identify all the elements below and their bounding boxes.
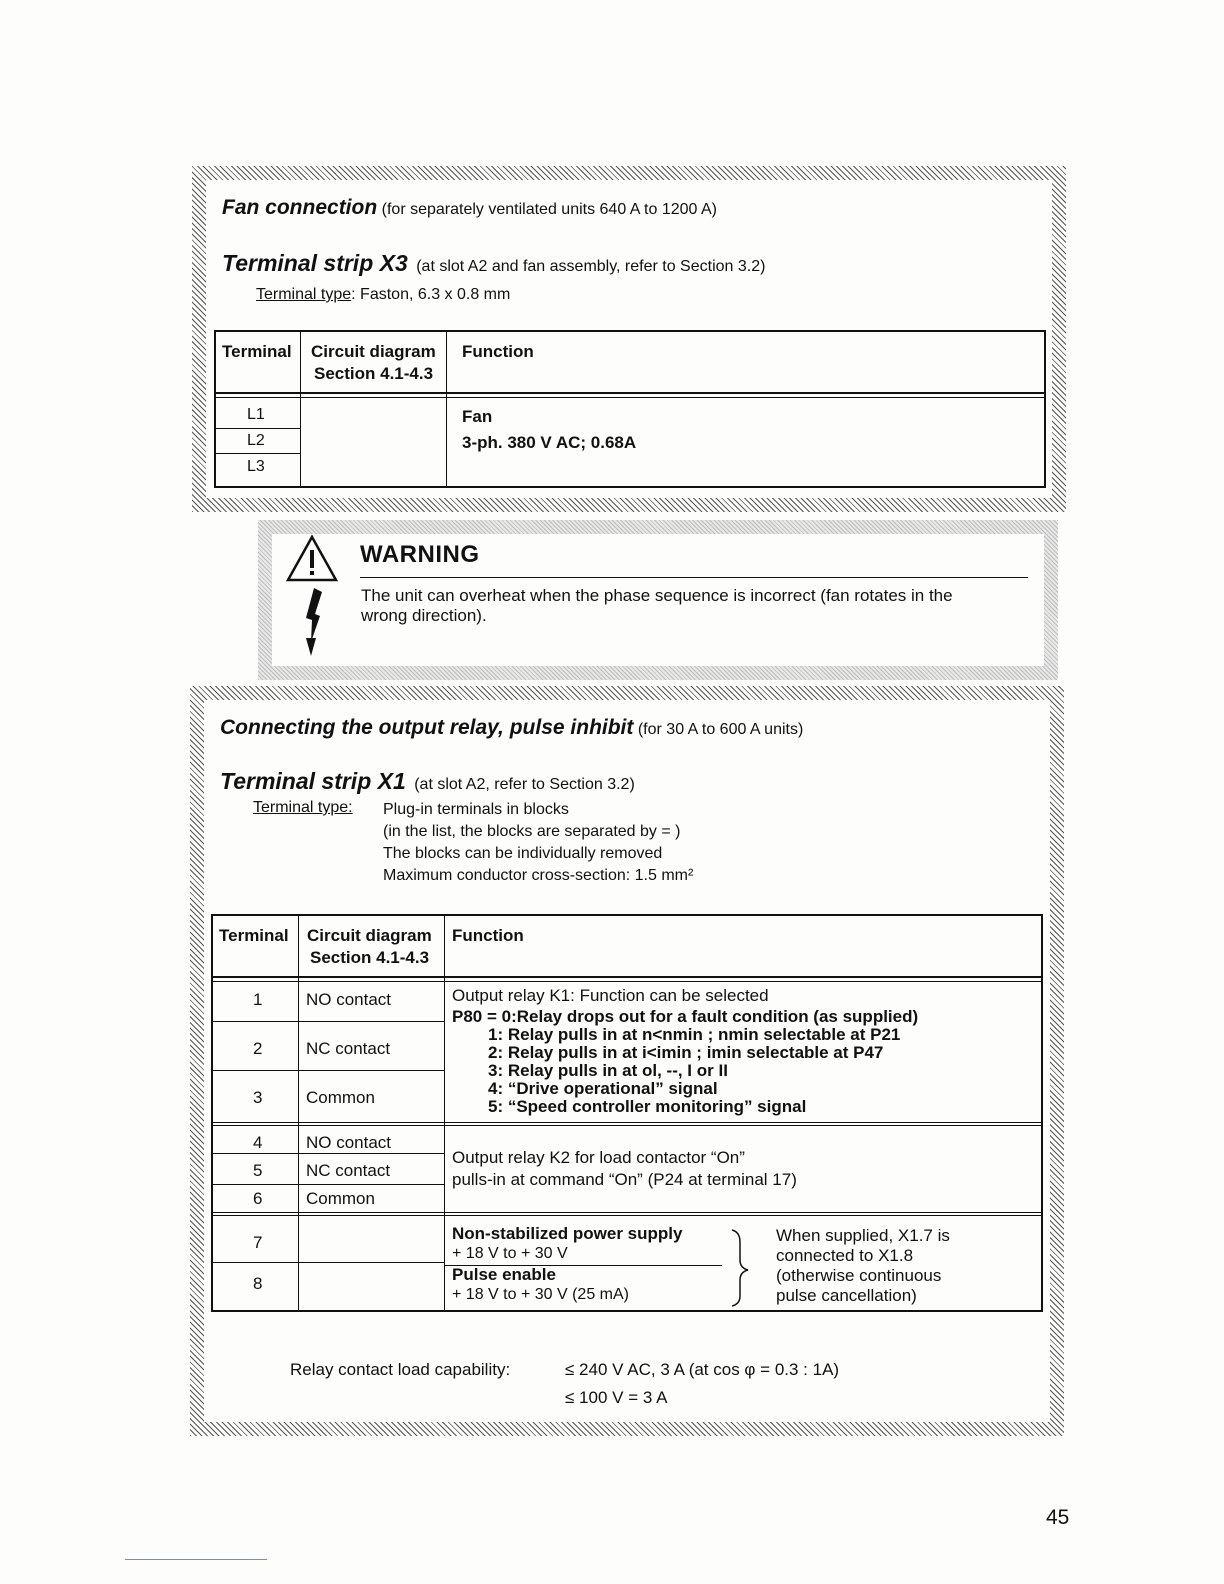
k1-function-option5: 5: “Speed controller monitoring” signal: [488, 1097, 807, 1116]
k2-function-line1: Output relay K2 for load contactor “On”: [452, 1148, 745, 1167]
fan-header-section: Section 4.1-4.3: [314, 364, 434, 383]
circuit-2: NC contact: [306, 1039, 391, 1058]
warning-text-line1: The unit can overheat when the phase sequence is incorrect (fan rotates in the: [361, 586, 953, 605]
load-capability-line1: ≤ 240 V AC, 3 A (at cos φ = 0.3 : 1A): [565, 1360, 840, 1379]
warning-title: WARNING: [360, 541, 480, 568]
fan-terminal-type-label: Terminal type: [256, 286, 352, 303]
relay-terminal-type-line: Plug-in terminals in blocks: [383, 801, 569, 818]
k1-function-option2: 2: Relay pulls in at i<imin ; imin selectable at P47: [488, 1043, 884, 1062]
relay-header-section: Section 4.1-4.3: [310, 948, 430, 967]
supply-note-line: connected to X1.8: [776, 1246, 914, 1265]
fan-strip-note: (at slot A2 and fan assembly, refer to Section 3.2): [416, 258, 766, 275]
fan-terminal-l3: L3: [247, 458, 265, 475]
lightning-bolt-icon: [306, 588, 322, 656]
terminal-4: 4: [253, 1133, 263, 1152]
relay-strip-heading: [220, 768, 635, 795]
terminal-5: 5: [253, 1161, 263, 1180]
relay-strip-title: Terminal strip X1: [220, 768, 406, 794]
k2-function-line2: pulls-in at command “On” (P24 at terminal 17): [452, 1170, 797, 1189]
page-number: 45: [1046, 1506, 1070, 1529]
supply-note: [776, 1226, 950, 1306]
fan-function-line2: 3-ph. 380 V AC; 0.68A: [462, 433, 637, 452]
circuit-4: NO contact: [306, 1133, 392, 1152]
k1-function-option1: 1: Relay pulls in at n<nmin ; nmin selectable at P21: [488, 1025, 901, 1044]
fan-heading: [222, 196, 717, 220]
relay-terminal-type-label: Terminal type:: [253, 799, 353, 816]
warning-triangle-icon: [284, 534, 340, 660]
k1-function-option3: 3: Relay pulls in at ol, --, I or II: [488, 1061, 728, 1080]
fan-header-terminal: Terminal: [222, 342, 292, 361]
load-capability-line2: ≤ 100 V = 3 A: [565, 1388, 668, 1407]
fan-title-note: (for separately ventilated units 640 A to 1200 A): [381, 201, 717, 218]
terminal-7: 7: [253, 1233, 263, 1252]
relay-header-function: Function: [452, 926, 524, 945]
k1-function-title: Output relay K1: Function can be selected: [452, 986, 769, 1005]
relay-terminal-type-line: The blocks can be individually removed: [383, 845, 663, 862]
relay-terminal-type-line: (in the list, the blocks are separated by = ): [383, 823, 681, 840]
fan-strip-title: Terminal strip X3: [222, 250, 408, 276]
fan-terminal-l1: L1: [247, 406, 265, 423]
circuit-3: Common: [306, 1088, 375, 1107]
relay-title-note: (for 30 A to 600 A units): [637, 721, 804, 738]
relay-title: Connecting the output relay, pulse inhibit: [220, 716, 634, 739]
circuit-1: NO contact: [306, 990, 392, 1009]
power-supply-value: + 18 V to + 30 V: [452, 1245, 568, 1262]
load-capability-label: Relay contact load capability:: [290, 1360, 511, 1379]
relay-strip-note: (at slot A2, refer to Section 3.2): [414, 776, 635, 793]
fan-terminal-type: [256, 286, 510, 304]
supply-note-line: (otherwise continuous: [776, 1266, 942, 1285]
fan-strip-heading: [222, 250, 765, 277]
fan-terminal-l2: L2: [247, 432, 265, 449]
terminal-3: 3: [253, 1088, 263, 1107]
pulse-enable-title: Pulse enable: [452, 1265, 556, 1284]
k1-function-p80: P80 = 0:Relay drops out for a fault condition (as supplied): [452, 1007, 919, 1026]
warning-text-line2: wrong direction).: [361, 606, 487, 625]
fan-terminal-type-value: : Faston, 6.3 x 0.8 mm: [351, 286, 511, 303]
fan-title: Fan connection: [222, 196, 378, 219]
relay-header-circuit: Circuit diagram: [307, 926, 432, 945]
supply-note-line: When supplied, X1.7 is: [776, 1226, 950, 1245]
circuit-5: NC contact: [306, 1161, 391, 1180]
terminal-8: 8: [253, 1274, 263, 1293]
right-brace-icon: [728, 1228, 756, 1308]
terminal-6: 6: [253, 1189, 263, 1208]
relay-header-terminal: Terminal: [219, 926, 289, 945]
relay-heading: [220, 716, 803, 740]
power-supply-title: Non-stabilized power supply: [452, 1224, 683, 1243]
terminal-1: 1: [253, 990, 263, 1009]
relay-terminal-type-lines: [383, 799, 693, 887]
fan-function-line1: Fan: [462, 407, 493, 426]
circuit-6: Common: [306, 1189, 375, 1208]
pulse-enable-value: + 18 V to + 30 V (25 mA): [452, 1286, 629, 1303]
relay-terminal-type-line: Maximum conductor cross-section: 1.5 mm²: [383, 867, 694, 884]
footer-divider: [125, 1559, 267, 1560]
terminal-2: 2: [253, 1039, 263, 1058]
fan-header-circuit: Circuit diagram: [311, 342, 436, 361]
fan-header-function: Function: [462, 342, 534, 361]
supply-note-line: pulse cancellation): [776, 1286, 917, 1305]
k1-function-option4: 4: “Drive operational” signal: [488, 1079, 718, 1098]
